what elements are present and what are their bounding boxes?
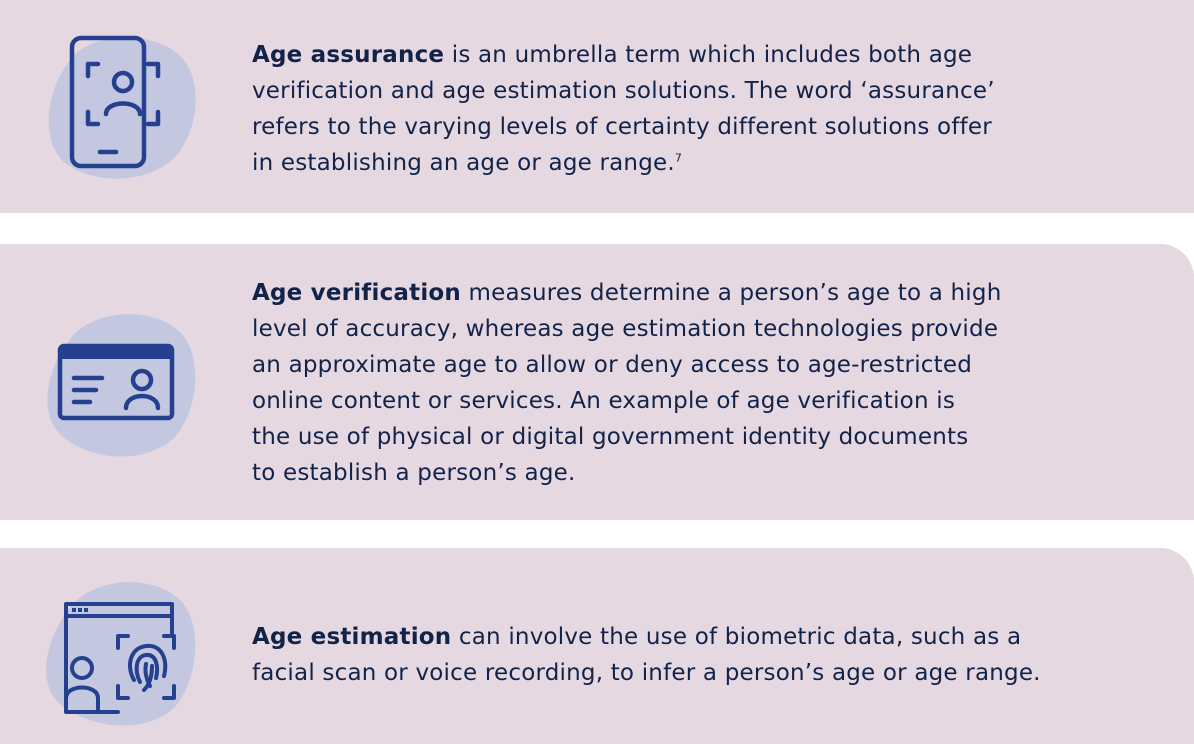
text-line: an approximate age to allow or deny access to age-restricted [252,352,973,378]
term-label: Age verification [252,280,461,306]
card-age-verification [0,244,1194,520]
text-line: measures determine a person’s age to a high [461,280,1002,306]
text-line: in establishing an age or age range. [252,150,675,176]
text-line: online content or services. An example of age verification is [252,388,956,414]
text-line: is an umbrella term which includes both age [444,42,973,68]
card-text [252,37,1154,181]
card-age-estimation [0,548,1194,744]
text-line: verification and age estimation solutions. The word ‘assurance’ [252,78,995,104]
term-label: Age assurance [252,42,445,68]
id-card-icon [38,302,198,462]
phone-face-scan-icon [38,24,198,184]
card-age-assurance [0,0,1194,213]
text-line: can involve the use of biometric data, such as a [451,624,1022,650]
text-line: to establish a person’s age. [252,460,576,486]
card-text [252,275,1154,491]
biometric-fingerprint-icon [38,570,198,730]
term-label: Age estimation [252,624,452,650]
text-line: the use of physical or digital government identity documents [252,424,969,450]
card-text [252,619,1154,691]
text-line: level of accuracy, whereas age estimation technologies provide [252,316,999,342]
text-line: refers to the varying levels of certainty different solutions offer [252,114,992,140]
footnote-marker: 7 [674,151,683,165]
text-line: facial scan or voice recording, to infer a person’s age or age range. [252,660,1041,686]
